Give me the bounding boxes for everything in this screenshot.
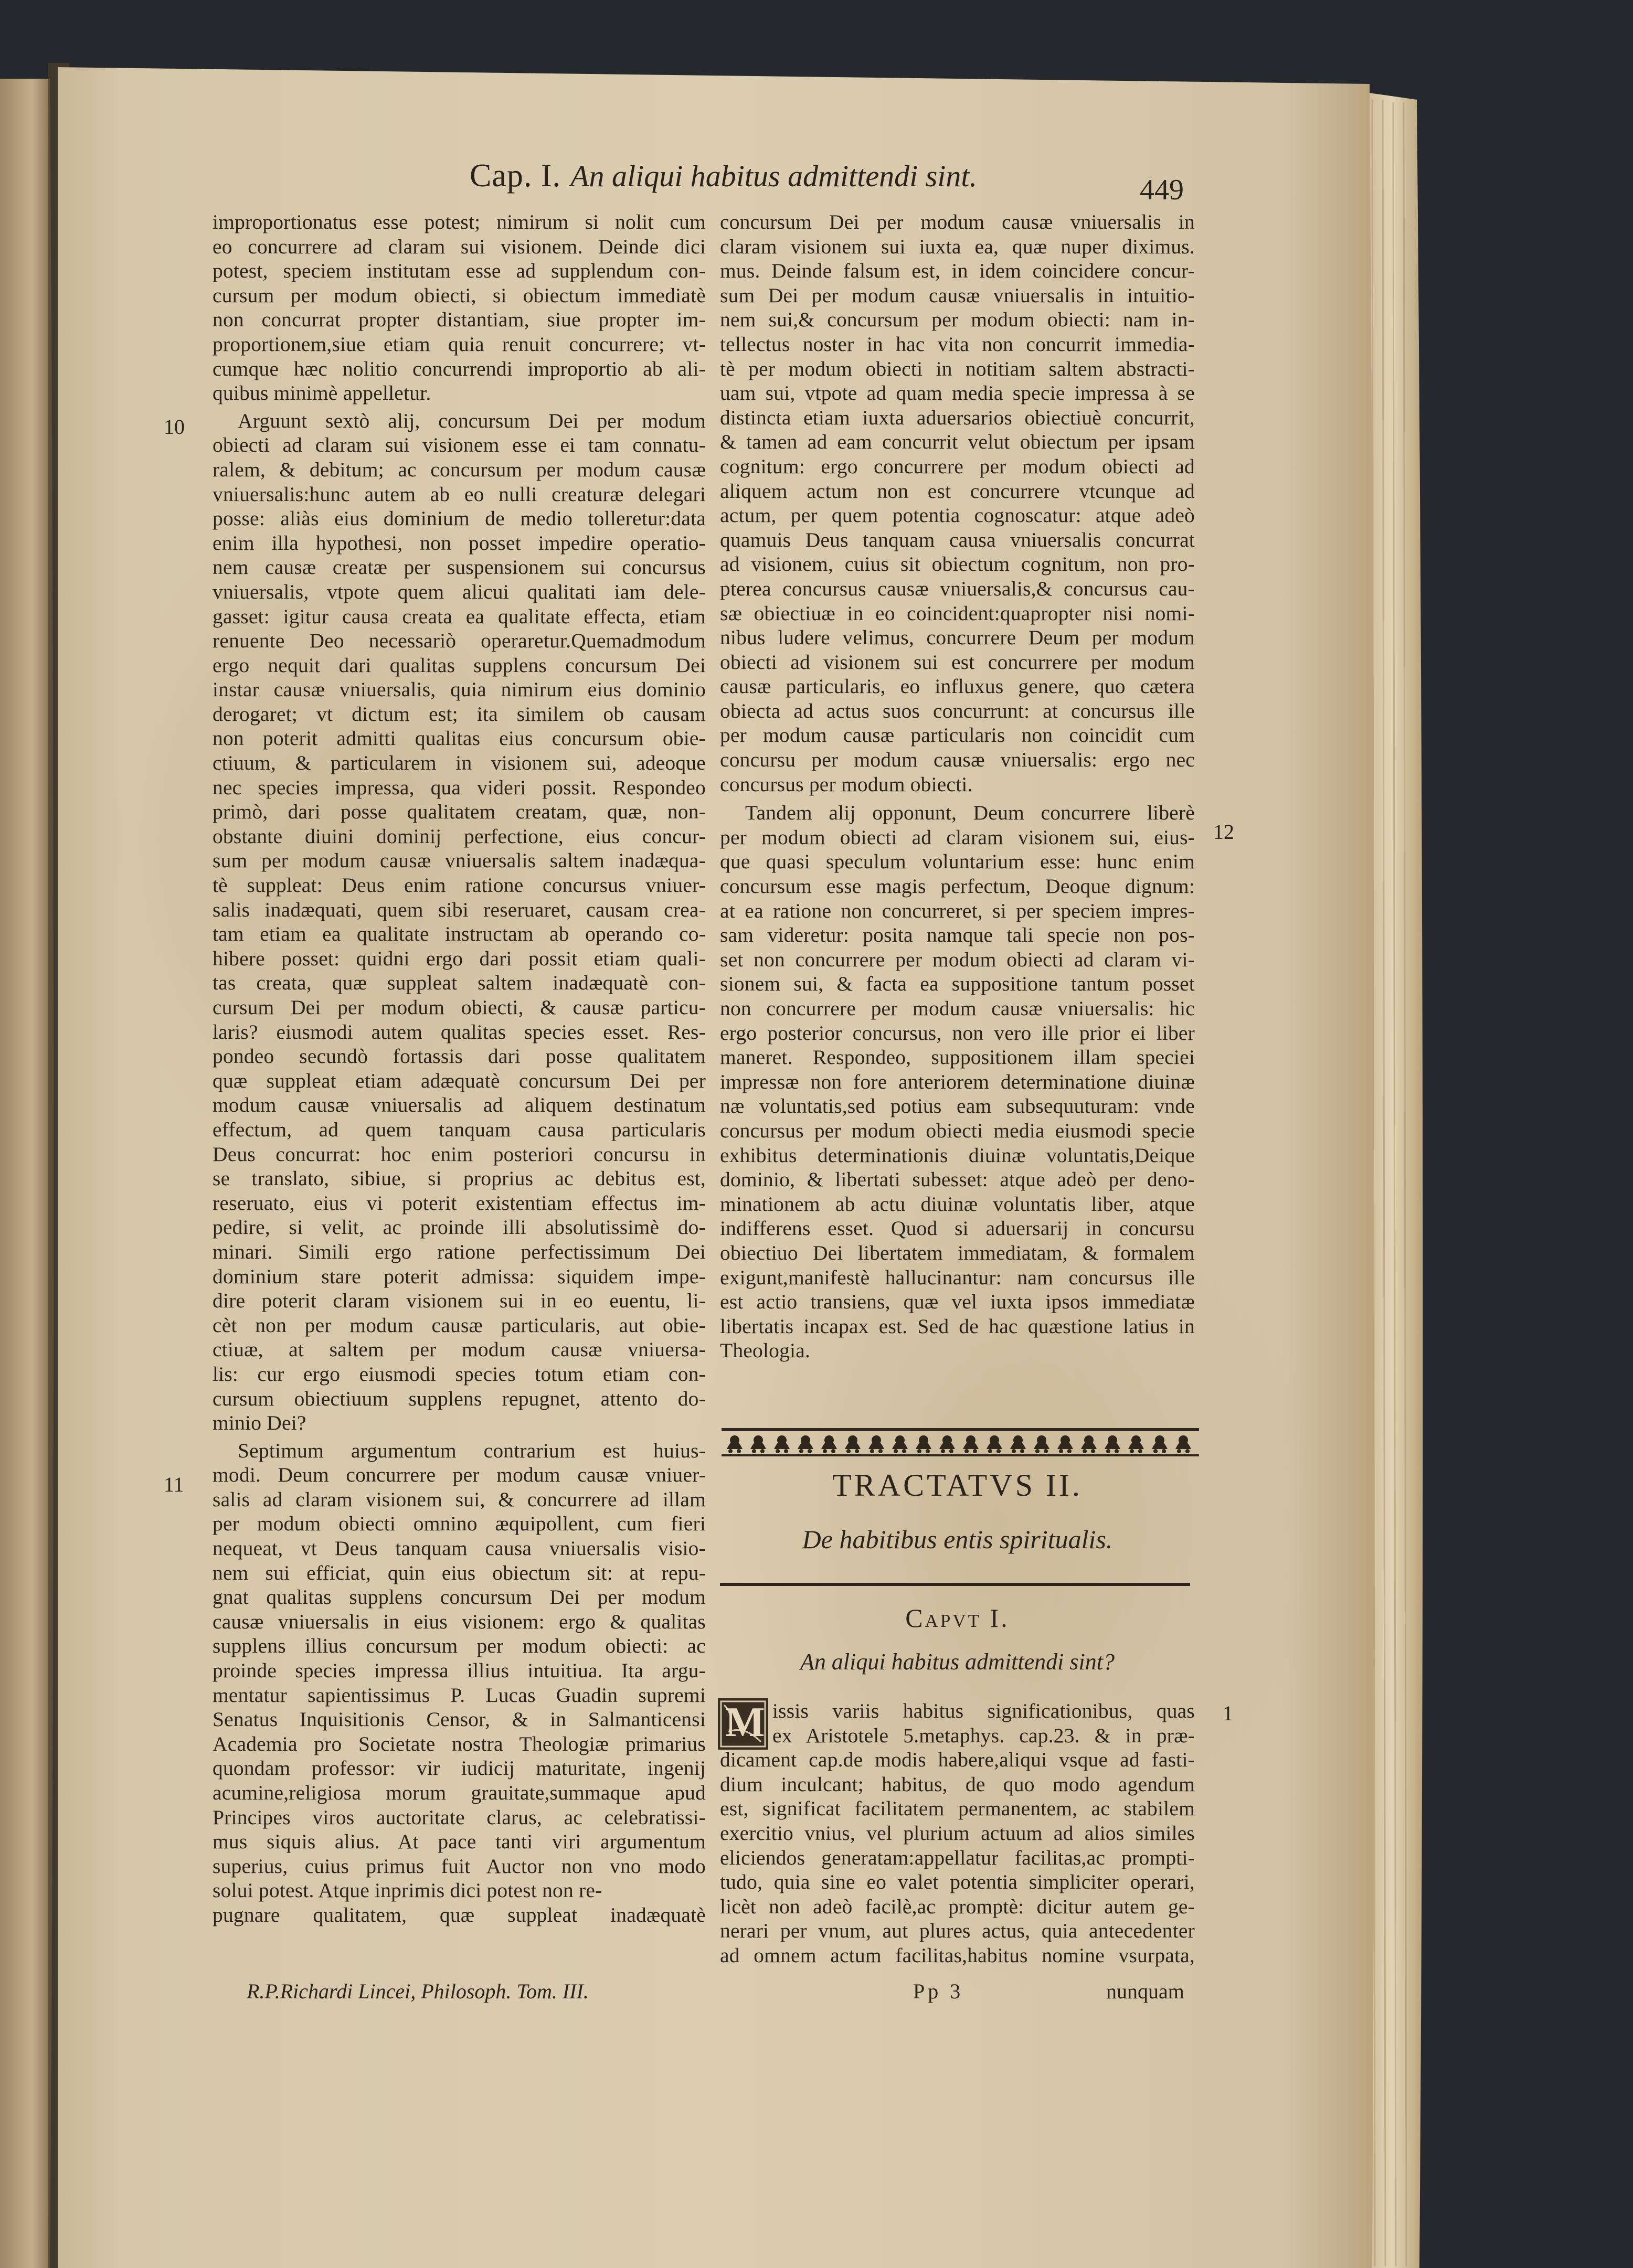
text-line: concursum esse magis perfectum, Deoque dignum: xyxy=(720,875,1195,898)
text-line: non poterit admitti qualitas eius concursum obie- xyxy=(213,727,706,750)
margin-paragraph-number: 1 xyxy=(1223,1701,1233,1725)
text-line: sum per modum causæ vniuersalis saltem inadæqua- xyxy=(213,849,706,872)
text-line: ad omnem actum facilitas,habitus nomine vsurpata, xyxy=(720,1943,1195,1967)
text-line: vniuersalis, vtpote quem alicui qualitati iam dele- xyxy=(213,580,706,603)
text-line: obiecti ad claram sui visionem esse ei tam connatu- xyxy=(213,433,706,457)
text-line: gasset: igitur causa creata ea qualitate effecta, etiam xyxy=(213,604,706,628)
text-line: nerari per vnum, aut plures actus, quia antecedenter xyxy=(720,1919,1195,1943)
margin-paragraph-number: 11 xyxy=(164,1473,184,1496)
text-line: Septimum argumentum contrarium est huius- xyxy=(238,1439,706,1462)
text-line: improportionatus esse potest; nimirum si nolit cum xyxy=(213,210,706,233)
text-line: cursum per modum obiecti, si obiectum immediatè xyxy=(213,283,706,307)
text-line: eo concurrere ad claram sui visionem. Deinde dici xyxy=(213,235,706,258)
text-line: obstante diuini dominij perfectione, eius concur- xyxy=(213,824,706,848)
text-line: Arguunt sextò alij, concursum Dei per modum xyxy=(238,409,706,432)
caput-question: An aliqui habitus admittendi sint? xyxy=(800,1649,1115,1675)
text-line: quamuis Deus tanquam causa vniuersalis concurrat xyxy=(720,528,1195,551)
text-line: cognitum: ergo concurrere per modum obiecti ad xyxy=(720,454,1195,478)
text-line: superius, cuius primus fuit Auctor non vno modo xyxy=(213,1854,706,1878)
text-line: obiecta ad actus suos concurrunt: at concursus ille xyxy=(720,699,1195,722)
text-line: tè suppleat: Deus enim ratione concursus vniuer- xyxy=(213,874,706,897)
text-line: indifferens esset. Quod si aduersarij in concursu xyxy=(720,1217,1195,1240)
text-line: lis: cur ergo eiusmodi species totum etiam con- xyxy=(213,1362,706,1386)
text-line: dire poterit claram visionem sui in eo euentu, li- xyxy=(213,1289,706,1313)
text-line: concursus per modum obiecti media eiusmodi specie xyxy=(720,1119,1195,1142)
text-line: nem sui efficiat, quin eius obiectum sit: at repu- xyxy=(213,1561,706,1584)
text-line: per modum obiecti omnino æquipollent, cum fieri xyxy=(213,1512,706,1536)
text-line: proinde species impressa illius intuitiua. Ita argu- xyxy=(213,1659,706,1683)
text-line: libertatis incapax est. Sed de hac quæstione latius in xyxy=(720,1314,1195,1338)
text-line: exigunt,manifestè hallucinantur: nam concursus ille xyxy=(720,1265,1195,1289)
margin-paragraph-number: 12 xyxy=(1213,820,1234,844)
text-line: nem sui,& concursum per modum obiecti: nam in- xyxy=(720,308,1195,332)
text-line: cursum Dei per modum obiecti, & causæ particu- xyxy=(213,996,706,1019)
text-line: eliciendos generatam:appellatur facilitas,ac prompti- xyxy=(720,1846,1195,1869)
text-line: nequeat, vt Deus tanquam causa vniuersalis visio- xyxy=(213,1537,706,1560)
text-line: reseruato, eius vi poterit existentiam effectus im- xyxy=(213,1191,706,1215)
text-line: sionem sui, & facta ea suppositione tantum posset xyxy=(720,972,1195,996)
text-line: derogaret; vt dictum est; ita similem ob causam xyxy=(213,702,706,726)
text-line: pondeo secundò fortassis dari posse qualitatem xyxy=(213,1045,706,1068)
text-line: pterea concursus causæ vniuersalis,& concursus cau- xyxy=(720,577,1195,600)
text-line: que quasi speculum voluntarium esse: hunc enim xyxy=(720,850,1195,874)
text-line: minio Dei? xyxy=(213,1411,306,1435)
running-title: An aliqui habitus admittendi sint. xyxy=(570,159,977,193)
text-line: licèt non adeò facilè,ac promptè: dicitur autem ge- xyxy=(720,1894,1195,1918)
catchword: nunquam xyxy=(1106,1979,1184,2003)
text-line: modi. Deum concurrere per modum causæ vniuer- xyxy=(213,1463,706,1487)
text-line: pugnare qualitatem, quæ suppleat inadæquatè xyxy=(213,1903,706,1926)
text-line: non concurrat propter distantiam, siue propter im- xyxy=(213,308,706,332)
text-line: Theologia. xyxy=(720,1339,811,1362)
text-line: uam sui, vtpote ad quam media specie impressa à se xyxy=(720,381,1195,405)
text-line: per modum causæ particularis non coincidit cum xyxy=(720,723,1195,747)
text-line: exercitio vnius, vel plurium actuum ad alios similes xyxy=(720,1821,1195,1845)
text-line: dominio, & libertati subesset: atque adeò per deno- xyxy=(720,1168,1195,1191)
margin-paragraph-number: 10 xyxy=(164,415,185,439)
text-line: cumque hæc nolitio concurrendi improportio ab ali- xyxy=(213,357,706,380)
text-line: laris? eiusmodi autem qualitas species esset. Res- xyxy=(213,1020,706,1044)
text-line: ergo posterior concursus, non vero ille prior ei liber xyxy=(720,1021,1195,1045)
text-line: est actio transiens, quæ vel iuxta ipsos immediatæ xyxy=(720,1290,1195,1314)
text-line: sum Dei per modum causæ vniuersalis in intuitio- xyxy=(720,283,1195,307)
text-line: causæ vniuersalis in eius visionem: ergo & qualitas xyxy=(213,1610,706,1633)
text-line: quæ suppleat etiam adæquatè concursum Dei per xyxy=(213,1069,706,1092)
text-line: ctiuæ, at saltem per modum causæ vniuersa- xyxy=(213,1338,706,1361)
text-line: proportionem,siue etiam quia renuit concurrere; vt- xyxy=(213,332,706,356)
text-line: dominium stare poterit admissa: siquidem impe- xyxy=(213,1264,706,1288)
text-line: enim illa hypothesi, non posset impedire operatio- xyxy=(213,531,706,555)
text-line: solui potest. Atque inprimis dici potest non re- xyxy=(213,1879,602,1902)
text-line: exhibitus determinationis diuinæ voluntatis,Deique xyxy=(720,1143,1195,1167)
left-text-column xyxy=(213,210,706,1928)
text-line: impressæ non fore anteriorem determinatione diuinæ xyxy=(720,1070,1195,1093)
text-line: acumine,religiosa morum grauitate,summaque apud xyxy=(213,1781,706,1804)
footer-signature: R.P.Richardi Lincei, Philosoph. Tom. III. xyxy=(247,1979,589,2003)
caput-text xyxy=(720,1699,1195,1968)
text-line: tè per modum obiecti in notitiam saltem abstracti- xyxy=(720,357,1195,380)
text-line: distincta etiam iuxta aduersarios obiectiuè concurrit, xyxy=(720,406,1195,429)
right-text-column xyxy=(720,210,1195,1363)
text-line: ralem, & debitum; ac concursum per modum causæ xyxy=(213,457,706,481)
text-line: Principes viros auctoritate clarus, ac celebratissi- xyxy=(213,1805,706,1829)
text-line: tam etiam ea qualitate instructam ab operando co- xyxy=(213,922,706,946)
running-header xyxy=(470,157,1320,199)
text-line: sæ obiectiuæ in eo coincident:quapropter nisi nomi- xyxy=(720,601,1195,625)
text-line: mus siquis alius. At pace tanti viri argumentum xyxy=(213,1830,706,1854)
text-line: dicament cap.de modis habere,aliqui vsque ad fasti- xyxy=(720,1748,1195,1772)
text-line: næ voluntatis,sed potius eam subsequuturam: vnde xyxy=(720,1094,1195,1118)
text-line: per modum obiecti ad claram visionem sui, eius- xyxy=(720,825,1195,849)
text-line: non concurrere per modum causæ vniuersalis: hic xyxy=(720,997,1195,1020)
text-line: gnat qualitas supplens concursum Dei per modum xyxy=(213,1585,706,1609)
text-line: ctiuum, & particularem in visionem sui, adeoque xyxy=(213,751,706,775)
text-line: tudo, quia sine eo valet potentia simpliciter operari, xyxy=(720,1870,1195,1894)
text-line: salis inadæquati, quem sibi reseruaret, causam crea- xyxy=(213,898,706,921)
text-line: at ea ratione non concurreret, si per speciem impres- xyxy=(720,899,1195,922)
text-line: potest, speciem institutam esse ad supplendum con- xyxy=(213,259,706,283)
text-line: renuente Deo necessariò operaretur.Quemadmodum xyxy=(213,629,706,653)
text-line: & tamen ad eam concurrit velut obiectum per ipsam xyxy=(720,430,1195,454)
signature-mark: Pp 3 xyxy=(913,1979,964,2003)
chapter-label: Cap. I. xyxy=(470,158,561,194)
text-line: salis ad claram visionem sui, & concurrere ad illam xyxy=(213,1487,706,1511)
text-line: supplens illius concursum per modum obiecti: ac xyxy=(213,1634,706,1658)
text-line: maneret. Respondeo, suppositionem illam speciei xyxy=(720,1046,1195,1069)
text-line: Tandem alij opponunt, Deum concurrere liberè xyxy=(745,801,1195,825)
text-line: posse: aliàs eius dominium de medio tolleretur:data xyxy=(213,507,706,530)
text-line: concursus per modum obiecti. xyxy=(720,772,973,796)
text-line: sam videretur: posita namque tali specie non pos- xyxy=(720,923,1195,947)
drop-cap-letter: M xyxy=(725,1699,765,1745)
text-line: obiectiuo Dei libertatem immediatam, & formalem xyxy=(720,1241,1195,1264)
text-line: effectum, ad quem tanquam causa particularis xyxy=(213,1117,706,1141)
text-line: tellectus noster in hac vita non concurrit immedia- xyxy=(720,332,1195,356)
tractatus-subtitle: De habitibus entis spiritualis. xyxy=(802,1525,1113,1554)
text-line: modum causæ vniuersalis ad aliquem destinatum xyxy=(213,1093,706,1117)
text-line: set non concurrere per modum obiecti ad claram vi- xyxy=(720,947,1195,971)
tractatus-title: TRACTATVS II. xyxy=(832,1468,1083,1503)
text-line: quibus minimè appelletur. xyxy=(213,381,431,405)
text-line: ex Aristotele 5.metaphys. cap.23. & in præ- xyxy=(772,1723,1195,1747)
text-line: obiecti ad visionem sui est concurrere per modum xyxy=(720,650,1195,674)
text-line: Deus concurrat: hoc enim posteriori concursu in xyxy=(213,1142,706,1166)
text-line: causæ particularis, eo influxus genere, quo cætera xyxy=(720,675,1195,698)
text-line: aliquem actum non est concurrere vtcunque ad xyxy=(720,479,1195,503)
text-line: nibus ludere velimus, concurrere Deum per modum xyxy=(720,626,1195,649)
text-line: est, significat facilitatem permanentem, ac stabilem xyxy=(720,1797,1195,1820)
text-line: mus. Deinde falsum est, in idem coincidere concur- xyxy=(720,259,1195,283)
text-line: issis variis habitus significationibus, quas xyxy=(772,1699,1195,1722)
text-line: dium inculcant; habitus, de quo modo agendum xyxy=(720,1772,1195,1796)
text-line: nec species impressa, qua videri possit. Respondeo xyxy=(213,775,706,799)
text-line: concursu per modum causæ vniuersalis: ergo nec xyxy=(720,748,1195,772)
text-line: mentatur sapientissimus P. Lucas Guadin supremi xyxy=(213,1683,706,1707)
text-line: cursum obiectiuum supplens repugnet, attento do- xyxy=(213,1387,706,1410)
text-line: cèt non per modum causæ particularis, aut obie- xyxy=(213,1313,706,1337)
text-line: tas creata, quæ suppleat saltem inadæquatè con- xyxy=(213,971,706,995)
text-line: nem causæ creatæ per suspensionem sui concursus xyxy=(213,556,706,579)
text-line: concursum Dei per modum causæ vniuersalis in xyxy=(720,210,1195,233)
caput-title: Capvt I. xyxy=(905,1603,1010,1633)
text-line: se translato, sibiue, si proprius ac debitus est, xyxy=(213,1167,706,1190)
text-line: actum, per quem potentia cognoscatur: atque adeò xyxy=(720,504,1195,527)
text-line: hibere posset: quidni ergo dari possit etiam quali- xyxy=(213,946,706,970)
text-line: pedire, si velit, ac proinde illi absolutissimè do- xyxy=(213,1216,706,1239)
text-line: Academia pro Societate nostra Theologiæ primarius xyxy=(213,1732,706,1755)
text-line: minationem ab actu diuinæ voluntatis liber, atque xyxy=(720,1192,1195,1216)
page-number: 449 xyxy=(1140,174,1184,206)
text-line: primò, dari posse qualitatem creatam, quæ, non- xyxy=(213,800,706,824)
text-line: ad visionem, cuius sit obiectum cognitum, non pro- xyxy=(720,552,1195,576)
left-facing-page xyxy=(0,79,54,2268)
text-line: claram visionem sui iuxta ea, quæ nuper diximus. xyxy=(720,235,1195,258)
text-line: minari. Simili ergo ratione perfectissimum Dei xyxy=(213,1240,706,1263)
text-line: quondam professor: vir iudicij maturitate, ingenij xyxy=(213,1756,706,1780)
text-line: ergo nequit dari qualitas supplens concursum Dei xyxy=(213,653,706,677)
text-line: vniuersalis:hunc autem ab eo nulli creaturæ delegari xyxy=(213,482,706,506)
text-line: instar causæ vniuersalis, quia nimirum eius dominio xyxy=(213,678,706,701)
text-line: Senatus Inquisitionis Censor, & in Salmanticensi xyxy=(213,1708,706,1731)
